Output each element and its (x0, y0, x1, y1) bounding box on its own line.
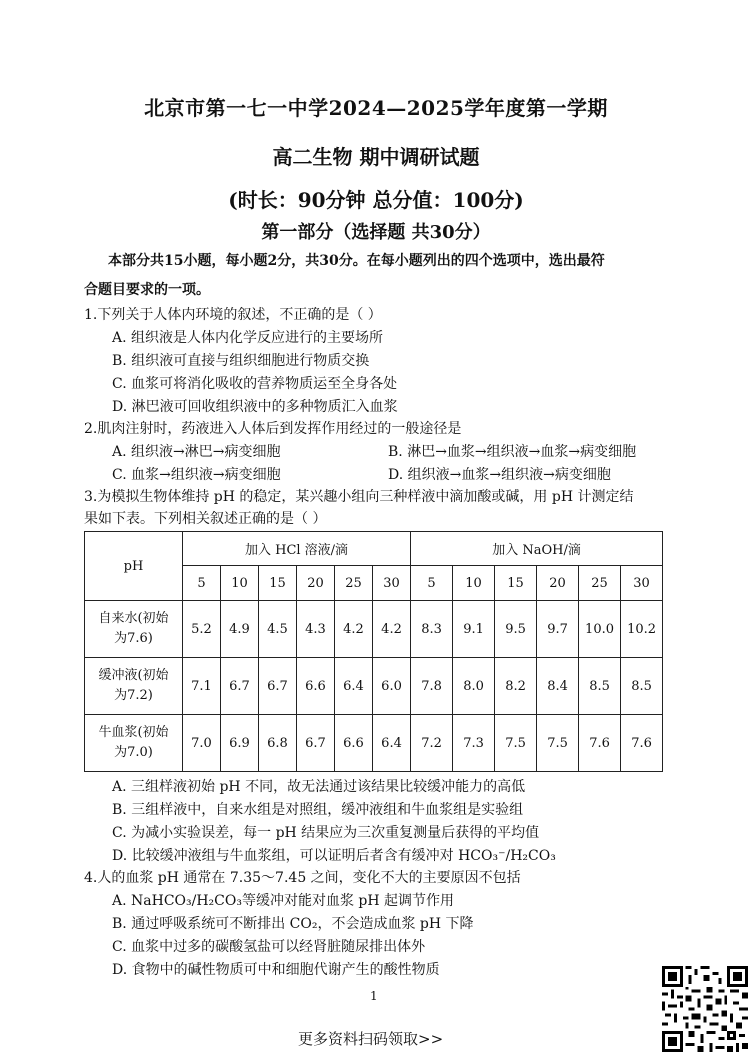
table-cell: 9.7 (537, 601, 579, 658)
hcl-drops-header: 30 (373, 566, 411, 601)
table-cell: 7.1 (183, 658, 221, 715)
table-cell: 10.2 (621, 601, 663, 658)
table-row-buffer (85, 658, 663, 715)
table-cell: 6.4 (335, 658, 373, 715)
hcl-drops-header: 5 (183, 566, 221, 601)
table-cell: 8.2 (495, 658, 537, 715)
table-cell: 8.5 (621, 658, 663, 715)
instructions-line-2: 合题目要求的一项。 (84, 282, 210, 298)
q4-option-c: C. 血浆中过多的碳酸氢盐可以经肾脏随尿排出体外 (112, 939, 426, 955)
row-label: 自来水(初始 为7.6) (85, 601, 183, 658)
table-cell: 6.6 (297, 658, 335, 715)
table-cell: 6.7 (221, 658, 259, 715)
table-corner-cell: pH (85, 532, 183, 601)
q3-stem-line-2: 果如下表。下列相关叙述正确的是（ ） (84, 511, 327, 527)
q2-option-a: A. 组织液→淋巴→病变细胞 (112, 444, 281, 460)
table-cell: 6.0 (373, 658, 411, 715)
exam-title: 高二生物 期中调研试题 (272, 145, 480, 169)
q3-option-c: C. 为减小实验误差，每一 pH 结果应为三次重复测量后获得的平均值 (112, 825, 540, 841)
q4-option-b: B. 通过呼吸系统可不断排出 CO₂，不会造成血浆 pH 下降 (112, 916, 474, 932)
row-label: 缓冲液(初始 为7.2) (85, 658, 183, 715)
hcl-drops-header: 10 (221, 566, 259, 601)
instructions-line-1: 本部分共15小题，每小题2分，共30分。在每小题列出的四个选项中，选出最符 (108, 253, 605, 269)
table-cell: 4.3 (297, 601, 335, 658)
naoh-drops-header: 15 (495, 566, 537, 601)
table-cell: 4.2 (373, 601, 411, 658)
q4-option-a: A. NaHCO₃/H₂CO₃等缓冲对能对血浆 pH 起调节作用 (112, 893, 455, 909)
table-cell: 5.2 (183, 601, 221, 658)
table-cell: 7.5 (537, 715, 579, 772)
qr-code-icon[interactable] (662, 966, 748, 1052)
hcl-drops-header: 15 (259, 566, 297, 601)
hcl-drops-header: 20 (297, 566, 335, 601)
ph-data-table (84, 531, 663, 772)
naoh-drops-header: 25 (579, 566, 621, 601)
q2-option-d: D. 组织液→血浆→组织液→病变细胞 (388, 467, 611, 483)
naoh-drops-header: 30 (621, 566, 663, 601)
table-cell: 9.5 (495, 601, 537, 658)
q4-stem: 4.人的血浆 pH 通常在 7.35～7.45 之间，变化不大的主要原因不包括 (84, 870, 521, 886)
table-cell: 8.4 (537, 658, 579, 715)
q1-option-d: D. 淋巴液可回收组织液中的多种物质汇入血浆 (112, 399, 398, 415)
q3-stem-line-1: 3.为模拟生物体维持 pH 的稳定，某兴趣小组向三种样液中滴加酸或碱，用 pH 计测定结 (84, 489, 634, 505)
more-resources-link[interactable]: 更多资料扫码领取>> (298, 1030, 444, 1048)
naoh-group-header: 加入 NaOH/滴 (411, 532, 663, 566)
naoh-drops-header: 10 (453, 566, 495, 601)
table-row-bovine-plasma (85, 715, 663, 772)
table-cell: 6.7 (259, 658, 297, 715)
table-cell: 4.5 (259, 601, 297, 658)
table-row-tap-water (85, 601, 663, 658)
q1-option-a: A. 组织液是人体内化学反应进行的主要场所 (112, 330, 384, 346)
naoh-drops-header: 20 (537, 566, 579, 601)
part-title: 第一部分（选择题 共30分） (261, 222, 491, 243)
q3-option-b: B. 三组样液中，自来水组是对照组，缓冲液组和牛血浆组是实验组 (112, 802, 524, 818)
q4-option-d: D. 食物中的碱性物质可中和细胞代谢产生的酸性物质 (112, 962, 440, 978)
table-cell: 7.8 (411, 658, 453, 715)
table-cell: 7.6 (621, 715, 663, 772)
table-cell: 8.5 (579, 658, 621, 715)
table-cell: 7.6 (579, 715, 621, 772)
q2-option-b: B. 淋巴→血浆→组织液→血浆→病变细胞 (388, 444, 637, 460)
q1-stem: 1.下列关于人体内环境的叙述，不正确的是（ ） (84, 307, 382, 323)
table-cell: 6.8 (259, 715, 297, 772)
table-cell: 4.9 (221, 601, 259, 658)
q3-option-d: D. 比较缓冲液组与牛血浆组，可以证明后者含有缓冲对 HCO₃⁻/H₂CO₃ (112, 848, 556, 864)
q1-option-b: B. 组织液可直接与组织细胞进行物质交换 (112, 353, 370, 369)
duration-info: (时长：90分钟 总分值：100分) (228, 188, 524, 212)
table-cell: 7.5 (495, 715, 537, 772)
table-cell: 7.2 (411, 715, 453, 772)
q2-stem: 2.肌肉注射时，药液进入人体后到发挥作用经过的一般途径是 (84, 421, 462, 437)
hcl-drops-header: 25 (335, 566, 373, 601)
q2-option-c: C. 血浆→组织液→病变细胞 (112, 467, 281, 483)
naoh-drops-header: 5 (411, 566, 453, 601)
table-cell: 7.3 (453, 715, 495, 772)
table-cell: 6.7 (297, 715, 335, 772)
table-cell: 9.1 (453, 601, 495, 658)
table-cell: 6.6 (335, 715, 373, 772)
table-cell: 6.4 (373, 715, 411, 772)
hcl-group-header: 加入 HCl 溶液/滴 (183, 532, 411, 566)
page-number: 1 (370, 989, 378, 1003)
table-cell: 4.2 (335, 601, 373, 658)
table-cell: 7.0 (183, 715, 221, 772)
q3-option-a: A. 三组样液初始 pH 不同，故无法通过该结果比较缓冲能力的高低 (112, 779, 526, 795)
table-cell: 6.9 (221, 715, 259, 772)
row-label: 牛血浆(初始 为7.0) (85, 715, 183, 772)
table-cell: 8.3 (411, 601, 453, 658)
table-cell: 8.0 (453, 658, 495, 715)
q1-option-c: C. 血浆可将消化吸收的营养物质运至全身各处 (112, 376, 398, 392)
school-title: 北京市第一七一中学2024—2025学年度第一学期 (144, 96, 608, 120)
table-cell: 10.0 (579, 601, 621, 658)
